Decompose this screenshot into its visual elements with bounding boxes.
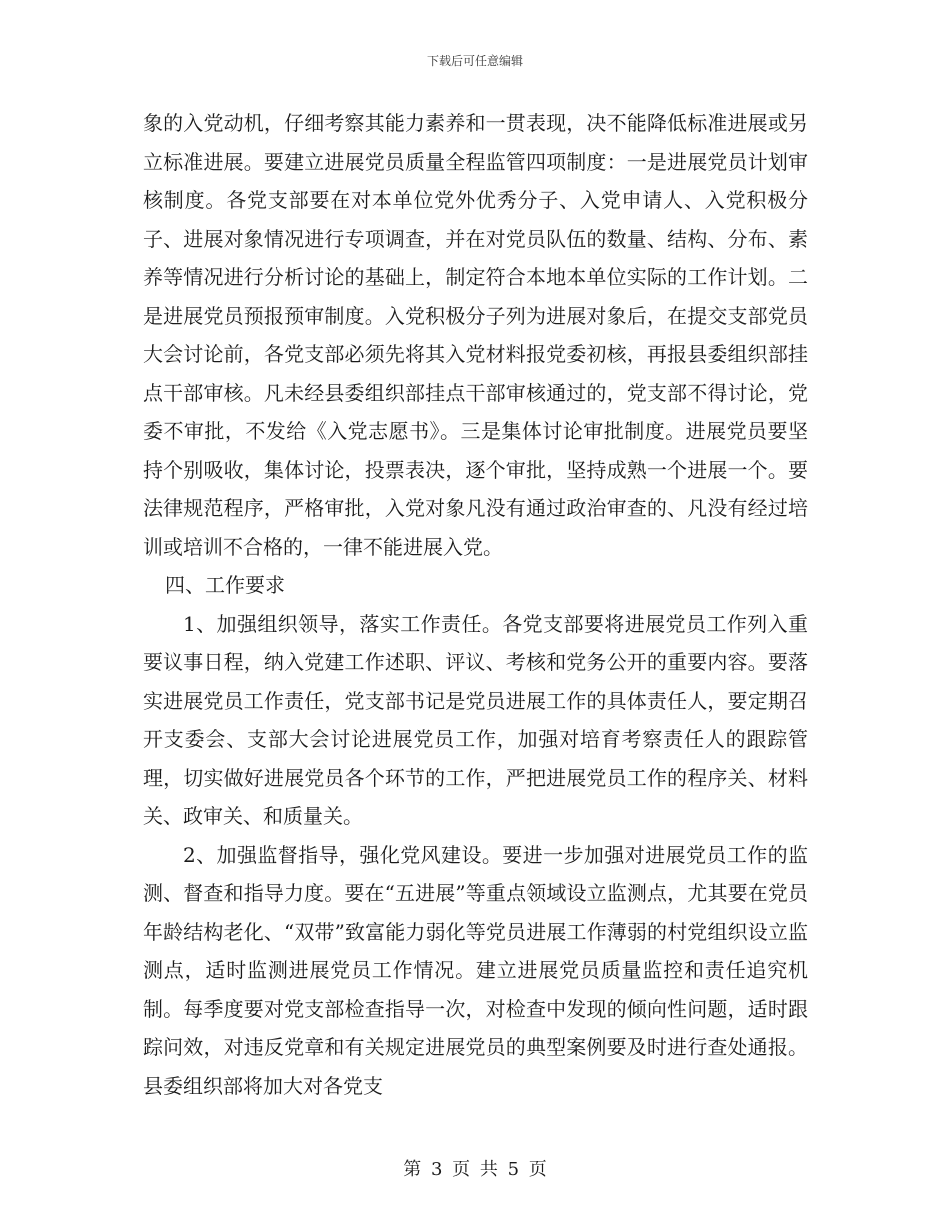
header-note: 下载后可任意编辑	[426, 54, 523, 68]
paragraph-continuation: 象的入党动机，仔细考察其能力素养和一贯表现，决不能降低标准进展或另立标准进展。要建立进展党员质量全程监管四项制度：一是进展党员计划审核制度。各党支部要在对本单位党外优秀分子、入党申请人、入党积极分子、进展对象情况进行专项调查，并在对党员队伍的数量、结构、分布、素养等情况进行分析讨论的基础上，制定符合本地本单位实际的工作计划。二是进展党员预报预审制度。入党积极分子列为进展对象后，在提交支部党员大会讨论前，各党支部必须先将其入党材料报党委初核，再报县委组织部挂点干部审核。凡未经县委组织部挂点干部审核通过的，党支部不得讨论，党委不审批，不发给《入党志愿书》。三是集体讨论审批制度。进展党员要坚持个别吸收，集体讨论，投票表决，逐个审批，坚持成熟一个进展一个。要法律规范程序，严格审批，入党对象凡没有通过政治审查的、凡没有经过培训或培训不合格的，一律不能进展入党。	[143, 111, 808, 559]
paragraph-requirement-2: 2、加强监督指导，强化党风建设。要进一步加强对进展党员工作的监测、督查和指导力度。要在“五进展”等重点领域设立监测点，尤其要在党员年龄结构老化、“双带”致富能力弱化等党员进展工作薄弱的村党组织设立监测点，适时监测进展党员工作情况。建立进展党员质量监控和责任追究机制。每季度要对党支部检查指导一次，对检查中发现的倾向性问题，适时跟踪问效，对违反党章和有关规定进展党员的典型案例要及时进行查处通报。县委组织部将加大对各党支	[143, 842, 808, 1098]
page-number: 第 3 页 共 5 页	[403, 1159, 547, 1180]
section-heading: 四、工作要求	[165, 573, 285, 597]
document-body	[143, 104, 808, 1105]
paragraph-requirement-1: 1、加强组织领导，落实工作责任。各党支部要将进展党员工作列入重要议事日程，纳入党建工作述职、评议、考核和党务公开的重要内容。要落实进展党员工作责任，党支部书记是党员进展工作的具体责任人，要定期召开支委会、支部大会讨论进展党员工作，加强对培育考察责任人的跟踪管理，切实做好进展党员各个环节的工作，严把进展党员工作的程序关、材料关、政审关、和质量关。	[143, 611, 808, 828]
